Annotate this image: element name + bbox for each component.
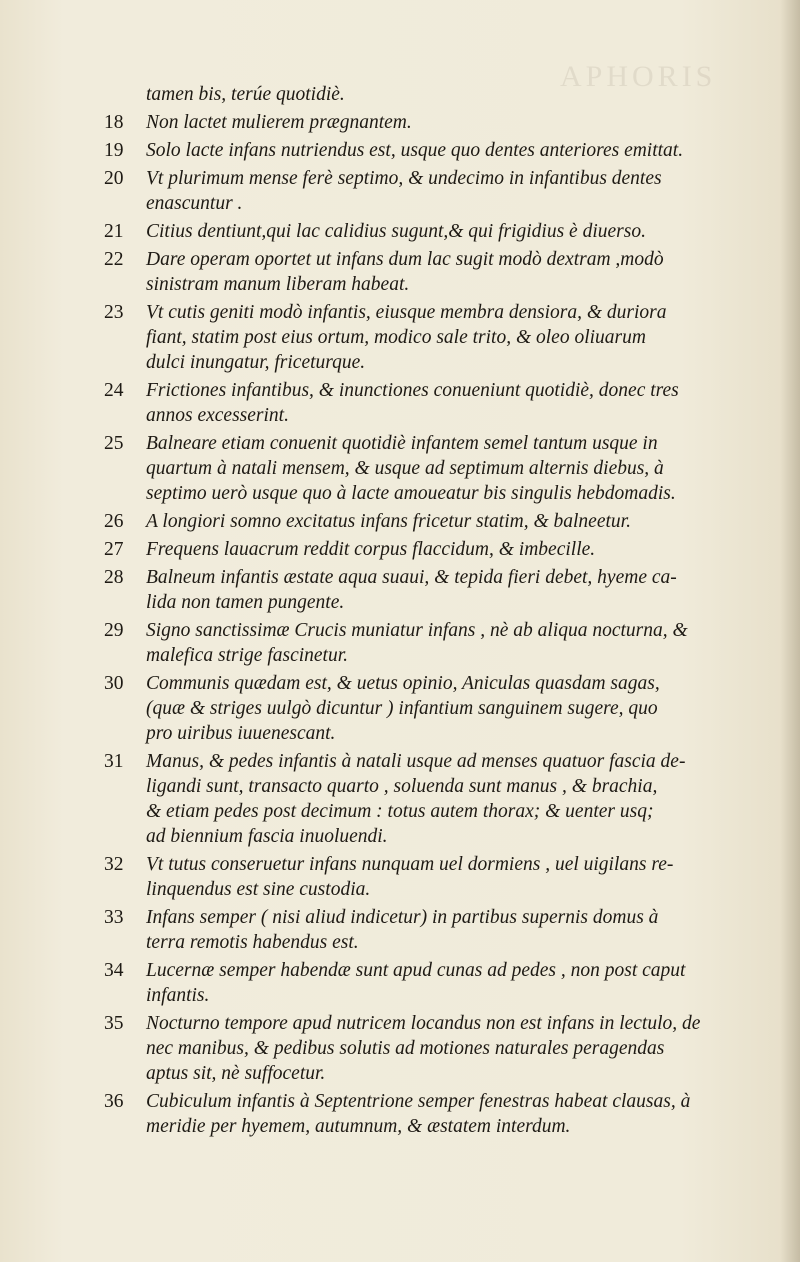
aphorism-line: fiant, statim post eius ortum, modico sale trito, & oleo oliuarum	[146, 327, 646, 348]
aphorism-line: Balneum infantis æstate aqua suaui, & tepida fieri debet, hyeme ca-	[146, 567, 677, 588]
aphorism-entry	[104, 671, 794, 746]
aphorism-entry	[104, 219, 794, 244]
aphorism-number: 29	[104, 620, 124, 641]
aphorism-entry	[104, 1089, 794, 1139]
aphorism-line: Lucernæ semper habendæ sunt apud cunas ad pedes , non post caput	[146, 960, 686, 981]
aphorism-line: linquendus est sine custodia.	[146, 879, 371, 900]
aphorism-line: annos excesserint.	[146, 405, 289, 426]
aphorism-entry	[104, 300, 794, 375]
aphorism-number: 28	[104, 567, 124, 588]
aphorism-number: 25	[104, 433, 124, 454]
aphorism-number: 30	[104, 673, 124, 694]
aphorism-line: Nocturno tempore apud nutricem locandus non est infans in lectulo, de	[146, 1013, 701, 1034]
aphorism-entry	[104, 852, 794, 902]
aphorism-line: Signo sanctissimæ Crucis muniatur infans , nè ab aliqua nocturna, &	[146, 620, 688, 641]
aphorism-line: A longiori somno excitatus infans fricetur statim, & balneetur.	[146, 511, 631, 532]
aphorism-line: pro uiribus iuuenescant.	[146, 723, 336, 744]
aphorism-line: ad biennium fascia inuoluendi.	[146, 826, 388, 847]
aphorism-entry	[104, 958, 794, 1008]
aphorism-entry	[104, 565, 794, 615]
aphorism-number: 22	[104, 249, 124, 270]
aphorism-number: 32	[104, 854, 124, 875]
aphorism-entry	[104, 905, 794, 955]
aphorism-line: Citius dentiunt,qui lac calidius sugunt,& qui frigidius è diuerso.	[146, 221, 646, 242]
aphorism-number: 23	[104, 302, 124, 323]
aphorism-entry	[104, 537, 794, 562]
aphorism-line: Communis quædam est, & uetus opinio, Aniculas quasdam sagas,	[146, 673, 660, 694]
aphorism-entry	[104, 378, 794, 428]
aphorism-line: enascuntur .	[146, 193, 243, 214]
aphorism-number: 27	[104, 539, 124, 560]
aphorism-line: dulci inungatur, friceturque.	[146, 352, 366, 373]
aphorism-line: Frequens lauacrum reddit corpus flaccidum, & imbecille.	[146, 539, 596, 560]
aphorism-line: meridie per hyemem, autumnum, & æstatem interdum.	[146, 1116, 571, 1137]
aphorism-number: 36	[104, 1091, 124, 1112]
aphorism-line: Non lactet mulierem prægnantem.	[146, 112, 412, 133]
aphorism-number: 18	[104, 112, 124, 133]
aphorism-line: infantis.	[146, 985, 210, 1006]
aphorism-line: terra remotis habendus est.	[146, 932, 359, 953]
aphorism-number: 26	[104, 511, 124, 532]
aphorism-line: lida non tamen pungente.	[146, 592, 345, 613]
aphorism-line: septimo uerò usque quo à lacte amoueatur bis singulis hebdomadis.	[146, 483, 676, 504]
aphorism-list	[104, 82, 794, 1142]
aphorism-line: ligandi sunt, transacto quarto , soluenda sunt manus , & brachia,	[146, 776, 658, 797]
aphorism-entry	[104, 247, 794, 297]
aphorism-line: Cubiculum infantis à Septentrione semper fenestras habeat clausas, à	[146, 1091, 691, 1112]
aphorism-line: & etiam pedes post decimum : totus autem thorax; & uenter usq;	[146, 801, 654, 822]
aphorism-number: 31	[104, 751, 124, 772]
aphorism-number: 24	[104, 380, 124, 401]
aphorism-line: Solo lacte infans nutriendus est, usque quo dentes anteriores emittat.	[146, 140, 684, 161]
aphorism-line: quartum à natali mensem, & usque ad septimum alternis diebus, à	[146, 458, 664, 479]
aphorism-entry	[104, 749, 794, 849]
aphorism-line: nec manibus, & pedibus solutis ad motiones naturales peragendas	[146, 1038, 665, 1059]
aphorism-entry	[104, 509, 794, 534]
aphorism-number: 19	[104, 140, 124, 161]
aphorism-entry	[104, 1011, 794, 1086]
aphorism-line: Vt cutis geniti modò infantis, eiusque membra densiora, & duriora	[146, 302, 667, 323]
aphorism-line: (quæ & striges uulgò dicuntur ) infantium sanguinem sugere, quo	[146, 698, 658, 719]
aphorism-line: Manus, & pedes infantis à natali usque ad menses quatuor fascia de-	[146, 751, 686, 772]
aphorism-entry	[104, 110, 794, 135]
aphorism-line: Infans semper ( nisi aliud indicetur) in partibus supernis domus à	[146, 907, 659, 928]
aphorism-line: malefica strige fascinetur.	[146, 645, 349, 666]
aphorism-number: 34	[104, 960, 124, 981]
aphorism-number: 35	[104, 1013, 124, 1034]
aphorism-line: Frictiones infantibus, & inunctiones conueniunt quotidiè, donec tres	[146, 380, 679, 401]
aphorism-line: Dare operam oportet ut infans dum lac sugit modò dextram ,modò	[146, 249, 664, 270]
aphorism-entry	[104, 618, 794, 668]
aphorism-number: 20	[104, 168, 124, 189]
aphorism-entry	[104, 431, 794, 506]
aphorism-number: 33	[104, 907, 124, 928]
aphorism-line: aptus sit, nè suffocetur.	[146, 1063, 326, 1084]
aphorism-line: sinistram manum liberam habeat.	[146, 274, 410, 295]
aphorism-entry	[104, 138, 794, 163]
aphorism-line: tamen bis, terúe quotidiè.	[146, 84, 345, 105]
aphorism-line: Vt tutus conseruetur infans nunquam uel dormiens , uel uigilans re-	[146, 854, 674, 875]
aphorism-entry	[104, 166, 794, 216]
aphorism-entry	[104, 82, 794, 107]
bleed-through-running-head: APHORIS	[560, 60, 717, 93]
aphorism-number: 21	[104, 221, 124, 242]
aphorism-line: Vt plurimum mense ferè septimo, & undecimo in infantibus dentes	[146, 168, 662, 189]
aphorism-line: Balneare etiam conuenit quotidiè infantem semel tantum usque in	[146, 433, 658, 454]
